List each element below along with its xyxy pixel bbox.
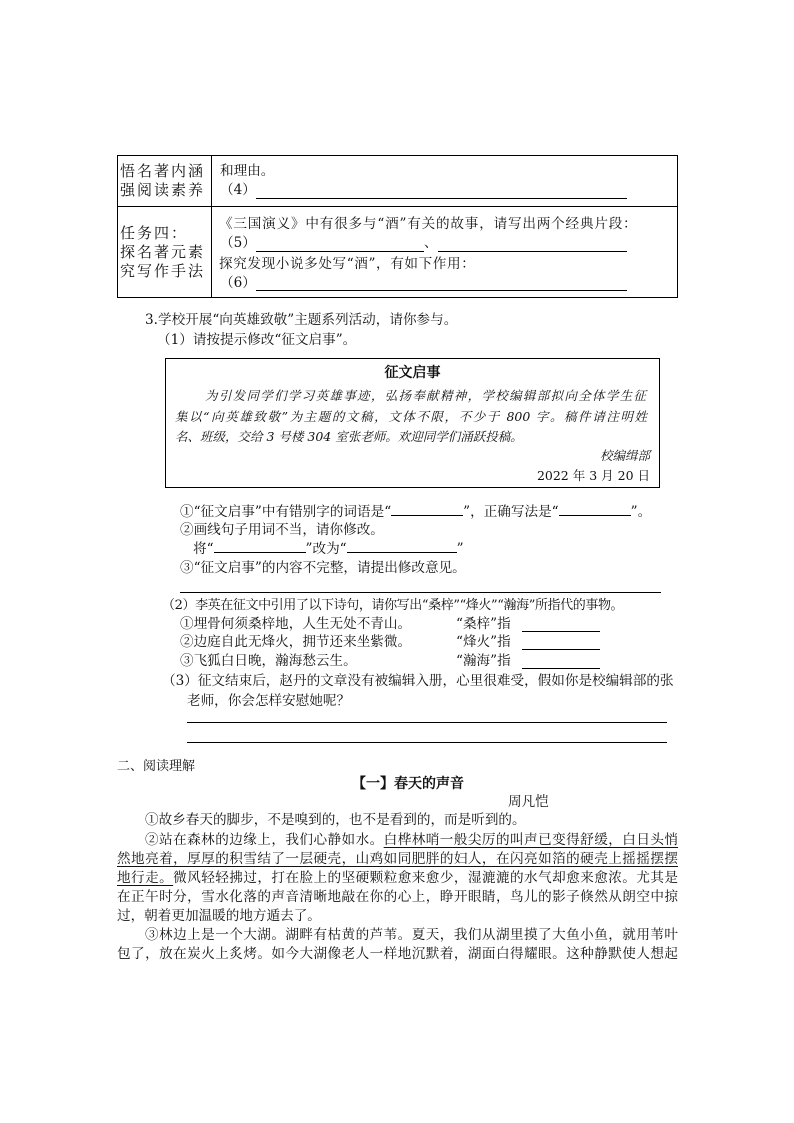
answer-line-4 xyxy=(256,198,627,199)
notice-line-2: 集以“向英雄致敬”为主题的文稿，文体不限，不少于 800 字。稿件请注明姓 xyxy=(175,409,647,424)
paragraph-3-line-1: ③林边上是一个大湖。湖畔有枯黄的芦苇。夏天，我们从湖里摸了大鱼小鱼，就用苇叶 xyxy=(145,927,678,943)
paragraph-2-line-1 xyxy=(145,831,678,849)
answer-line-poem-1 xyxy=(522,631,600,632)
table-row-divider xyxy=(117,206,678,207)
paragraph-2-line-2 xyxy=(117,850,678,868)
item2b-part-a: 将“ xyxy=(193,541,214,557)
table-row1-label-line1: 悟名著内涵 xyxy=(120,162,206,180)
answer-line-3-3a xyxy=(187,722,667,723)
question-3-1-item-1 xyxy=(180,503,651,521)
table-row1-label-line2: 强阅读素养 xyxy=(120,181,206,199)
notice-title: 征文启事 xyxy=(384,365,441,381)
question-3-1-item-2: ②画线句子用词不当，请你修改。 xyxy=(180,522,384,538)
answer-line-5a xyxy=(256,251,424,252)
answer-line-poem-2 xyxy=(522,649,600,650)
answer-line-3-3b xyxy=(187,742,667,743)
paragraph-2-line-4: 在正午时分，雪水化落的声音清晰地敲在你的心上，睁开眼睛，鸟儿的影子倏然从朗空中掠 xyxy=(117,889,678,905)
question-3-intro: 3.学校开展“向英雄致敬”主题系列活动，请你参与。 xyxy=(145,312,458,328)
table-row2-label-line3: 究写作手法 xyxy=(120,262,206,280)
question-number-4: （4） xyxy=(220,182,256,198)
paragraph-2-line-3-plain: 微风轻轻拂过，打在脸上的坚硬颗粒愈来愈少，湿漉漉的水气却愈来愈浓。尤其是 xyxy=(173,870,679,886)
poem-label-1: “桑梓”指 xyxy=(456,616,511,632)
paragraph-2-line-5: 过，朝着更加温暖的地方遁去了。 xyxy=(117,908,321,924)
answer-separator: 、 xyxy=(424,235,438,251)
question-3-1-prompt: （1）请按提示修改“征文启事”。 xyxy=(157,332,357,348)
table-row2-label-line2: 探名著元素 xyxy=(120,243,206,261)
question-number-6: （6） xyxy=(220,275,256,291)
section-heading: 二、阅读理解 xyxy=(117,759,196,774)
item2b-part-b: ”改为“ xyxy=(305,541,347,557)
underlined-sentence: 地行走。 xyxy=(117,870,174,886)
answer-line-6 xyxy=(256,290,627,291)
question-3-3-prompt-line1: （3）征文结束后，赵丹的文章没有被编辑入册，心里很难受，假如你是校编辑部的张 xyxy=(162,673,674,689)
answer-line-5b xyxy=(438,251,627,252)
passage-title: 【一】春天的声音 xyxy=(352,776,464,792)
item1-part-b: ”，正确写法是“ xyxy=(463,504,559,520)
answer-blank xyxy=(347,540,457,553)
paragraph-2-line-3 xyxy=(117,869,678,887)
question-number-5: （5） xyxy=(220,235,256,251)
paragraph-1: ①故乡春天的脚步，不是嗅到的，也不是看到的，而是听到的。 xyxy=(145,812,526,828)
poem-line-1: ①埋骨何须桑梓地，人生无处不青山。 xyxy=(180,616,412,632)
question-3-1-item-2-fill xyxy=(193,540,464,558)
question-3-3-prompt-line2: 老师，你会怎样安慰她呢？ xyxy=(187,693,351,709)
poem-label-3: “瀚海”指 xyxy=(456,653,511,669)
table-column-divider xyxy=(211,155,212,298)
poem-label-2: “烽火”指 xyxy=(456,634,511,650)
answer-blank xyxy=(214,540,306,553)
paragraph-2-line-1-plain: ②站在森林的边缘上，我们心静如水。 xyxy=(145,832,384,848)
answer-line-item-3 xyxy=(180,592,661,593)
question-3-2-prompt: （2）李英在征文中引用了以下诗句，请你写出“桑梓”“烽火”“瀚海”所指代的事物。 xyxy=(162,598,624,613)
answer-blank xyxy=(559,503,631,516)
notice-signature: 校编缉部 xyxy=(599,448,650,463)
item1-part-c: ”。 xyxy=(630,504,652,520)
passage-author: 周凡恺 xyxy=(508,794,549,810)
table-row2-prompt: 《三国演义》中有很多与“酒”有关的故事，请写出两个经典片段： xyxy=(219,216,638,232)
answer-blank xyxy=(391,503,463,516)
underlined-sentence: 然地亮着，厚厚的积雪结了一层硬壳，山鸡如同肥胖的妇人，在闪亮如箔的硬壳上摇摇摆摆 xyxy=(117,851,678,867)
notice-date: 2022 年 3 月 20 日 xyxy=(536,468,650,483)
item1-part-a: ①“征文启事”中有错别字的词语是“ xyxy=(180,504,392,520)
table-row1-text: 和理由。 xyxy=(220,163,275,179)
table-row2-prompt2: 探究发现小说多处写“酒”，有如下作用： xyxy=(219,256,476,272)
table-row2-label-line1: 任务四： xyxy=(120,224,189,242)
answer-line-poem-3 xyxy=(522,668,600,669)
paragraph-3-line-2: 包了，放在炭火上炙烤。如今大湖像老人一样地沉默着，湖面白得耀眼。这种静默使人想起 xyxy=(117,946,678,962)
notice-line-1: 为引发同学们学习英雄事迹，弘扬奉献精神，学校编辑部拟向全体学生征 xyxy=(205,388,646,403)
underlined-sentence: 白桦林哨一般尖厉的叫声已变得舒缓，白日头悄 xyxy=(383,832,679,848)
notice-line-3: 名、班级，交给 3 号楼 304 室张老师。欢迎同学们涌跃投稿。 xyxy=(175,429,523,444)
poem-line-3: ③飞狐白日晚，瀚海愁云生。 xyxy=(180,653,357,669)
poem-line-2: ②边庭自此无烽火，拥节还来坐紫微。 xyxy=(180,634,412,650)
question-3-1-item-3: ③“征文启事”的内容不完整，请提出修改意见。 xyxy=(180,560,466,576)
item2b-part-c: ” xyxy=(456,541,464,557)
